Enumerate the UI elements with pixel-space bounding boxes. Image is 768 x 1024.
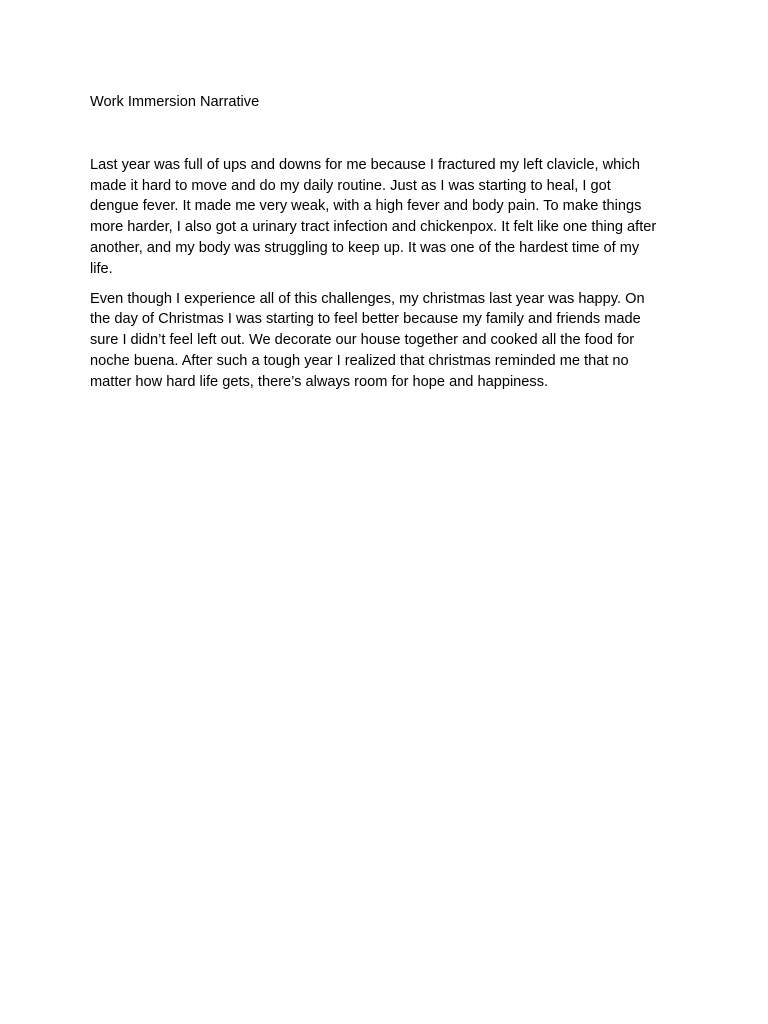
paragraph-line: the day of Christmas I was starting to feel better because my family and friends made — [90, 311, 641, 328]
paragraph-line: dengue fever. It made me very weak, with a high fever and body pain. To make things — [90, 198, 642, 215]
paragraph-1 — [90, 155, 686, 280]
paragraph-line: sure I didn’t feel left out. We decorate our house together and cooked all the food for — [90, 332, 635, 349]
paragraph-line: noche buena. After such a tough year I realized that christmas reminded me that no — [90, 352, 629, 369]
document-title: Work Immersion Narrative — [90, 94, 260, 110]
paragraph-line: Even though I experience all of this challenges, my christmas last year was happy. On — [90, 290, 645, 307]
paragraph-line: another, and my body was struggling to keep up. It was one of the hardest time of my — [90, 239, 640, 256]
paragraph-2 — [90, 289, 686, 393]
paragraph-line: more harder, I also got a urinary tract infection and chickenpox. It felt like one thing after — [90, 219, 657, 236]
document-body — [90, 92, 686, 402]
paragraph-line: life. — [90, 260, 113, 277]
paragraph-line: made it hard to move and do my daily routine. Just as I was starting to heal, I got — [90, 177, 611, 194]
paragraph-line: matter how hard life gets, there’s always room for hope and happiness. — [90, 373, 549, 390]
paragraph-line: Last year was full of ups and downs for me because I fractured my left clavicle, which — [90, 156, 640, 173]
